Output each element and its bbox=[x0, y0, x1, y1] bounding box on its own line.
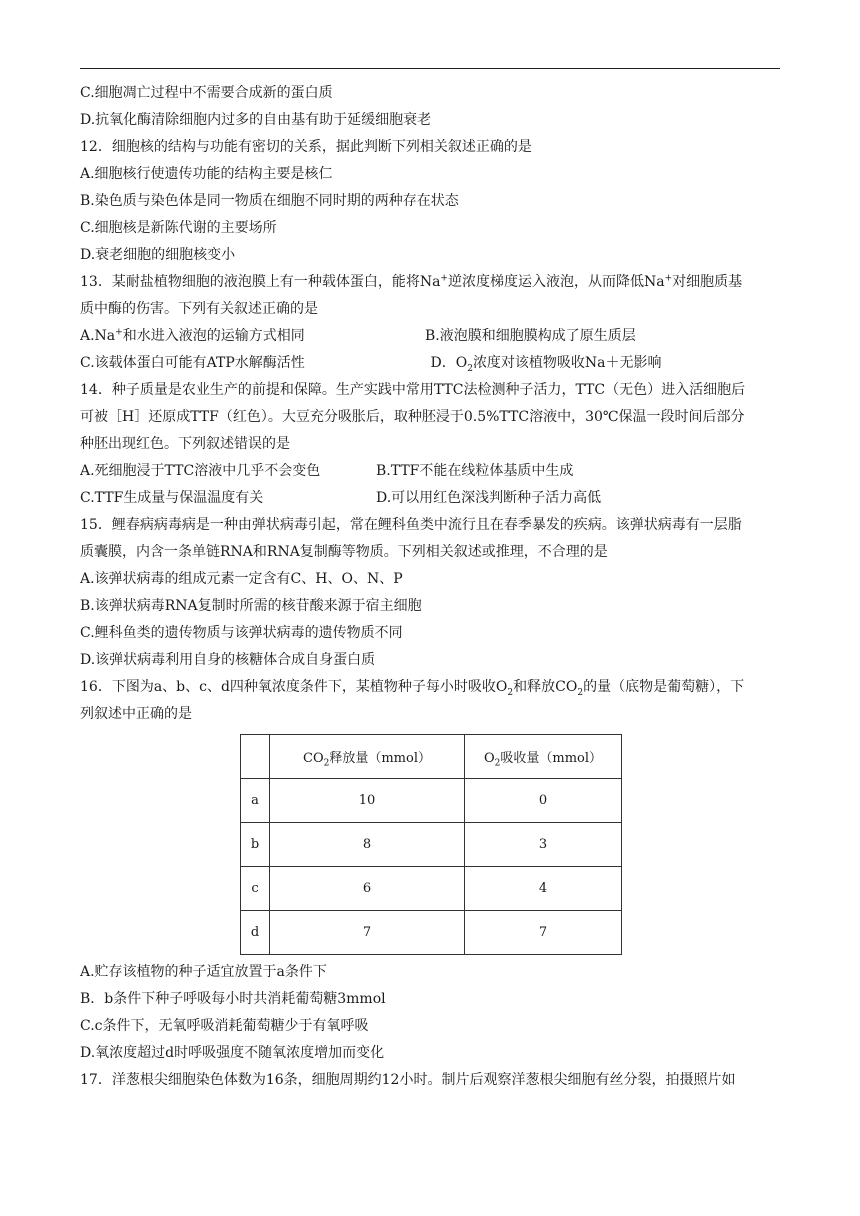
table-row bbox=[241, 867, 622, 911]
respiration-table bbox=[240, 734, 622, 955]
table-row bbox=[241, 779, 622, 823]
o2-value: 7 bbox=[465, 911, 622, 955]
question-15-line2: 质囊膜，内含一条单链RNA和RNA复制酶等物质。下列相关叙述或推理，不合理的是 bbox=[80, 544, 608, 560]
question-13-line1: 13．某耐盐植物细胞的液泡膜上有一种载体蛋白，能将Na+逆浓度梯度运入液泡，从而降低Na+对细胞质基 bbox=[80, 273, 743, 290]
options-14-cd bbox=[80, 485, 780, 512]
option-b-15: B.该弹状病毒RNA复制时所需的核苷酸来源于宿主细胞 bbox=[80, 598, 422, 614]
question-14-line3: 种胚出现红色。下列叙述错误的是 bbox=[80, 436, 290, 452]
o2-value: 0 bbox=[465, 779, 622, 823]
table-row bbox=[241, 823, 622, 867]
co2-value: 10 bbox=[270, 779, 465, 823]
option-a-14: A.死细胞浸于TTC溶液中几乎不会变色 bbox=[80, 463, 321, 479]
question-12: 12．细胞核的结构与功能有密切的关系，据此判断下列相关叙述正确的是 bbox=[80, 139, 532, 155]
table-header-co2: $CO_2$释放量（mmol） bbox=[270, 735, 465, 779]
option-c-11: C.细胞凋亡过程中不需要合成新的蛋白质 bbox=[80, 85, 333, 101]
question-14-line1: 14．种子质量是农业生产的前提和保障。生产实践中常用TTC法检测种子活力，TTC（无色）进入活细胞后 bbox=[80, 382, 746, 398]
option-b-14: B.TTF不能在线粒体基质中生成 bbox=[376, 463, 574, 479]
option-d-14: D.可以用红色深浅判断种子活力高低 bbox=[376, 490, 602, 506]
row-label: d bbox=[241, 911, 270, 955]
option-a-16: A.贮存该植物的种子适宜放置于a条件下 bbox=[80, 964, 327, 980]
question-13-line2: 质中酶的伤害。下列有关叙述正确的是 bbox=[80, 301, 318, 317]
option-c-14: C.TTF生成量与保温温度有关 bbox=[80, 490, 264, 506]
options-13-ab bbox=[80, 323, 780, 350]
options-13-cd bbox=[80, 350, 780, 377]
table-row bbox=[241, 911, 622, 955]
question-17-line1: 17．洋葱根尖细胞染色体数为16条，细胞周期约12小时。制片后观察洋葱根尖细胞有丝分裂，拍摄照片如 bbox=[80, 1072, 736, 1088]
options-14-ab bbox=[80, 458, 780, 485]
o2-value: 4 bbox=[465, 867, 622, 911]
option-d-16: D.氧浓度超过d时呼吸强度不随氧浓度增加而变化 bbox=[80, 1045, 385, 1061]
o2-value: 3 bbox=[465, 823, 622, 867]
question-16-line2: 列叙述中正确的是 bbox=[80, 706, 192, 722]
option-c-15: C.鲤科鱼类的遗传物质与该弹状病毒的遗传物质不同 bbox=[80, 625, 403, 641]
co2-value: 6 bbox=[270, 867, 465, 911]
table-header-o2: $O_2$吸收量（mmol） bbox=[465, 735, 622, 779]
option-d-13: D．$O_2$浓度对该植物吸收Na＋无影响 bbox=[430, 355, 662, 374]
co2-value: 8 bbox=[270, 823, 465, 867]
row-label: b bbox=[241, 823, 270, 867]
header-rule bbox=[80, 68, 780, 69]
option-d-15: D.该弹状病毒利用自身的核糖体合成自身蛋白质 bbox=[80, 652, 376, 668]
option-a-15: A.该弹状病毒的组成元素一定含有C、H、O、N、P bbox=[80, 571, 403, 587]
option-c-13: C.该载体蛋白可能有ATP水解酶活性 bbox=[80, 355, 305, 371]
co2-value: 7 bbox=[270, 911, 465, 955]
question-16-line1: 16．下图为a、b、c、d四种氧浓度条件下，某植物种子每小时吸收$O_2$和释放$CO_2$的量（底物是葡萄糖），下 bbox=[80, 679, 745, 698]
exam-page bbox=[80, 80, 780, 1094]
option-b-16: B．b条件下种子呼吸每小时共消耗葡萄糖3mmol bbox=[80, 991, 386, 1007]
option-b-13: B.液泡膜和细胞膜构成了原生质层 bbox=[425, 328, 636, 344]
row-label: c bbox=[241, 867, 270, 911]
question-14-line2: 可被［H］还原成TTF（红色）。大豆充分吸胀后，取种胚浸于0.5%TTC溶液中，30℃保温一段时间后部分 bbox=[80, 409, 745, 425]
option-b-12: B.染色质与染色体是同一物质在细胞不同时期的两种存在状态 bbox=[80, 193, 459, 209]
option-d-11: D.抗氧化酶清除细胞内过多的自由基有助于延缓细胞衰老 bbox=[80, 112, 432, 128]
option-a-12: A.细胞核行使遗传功能的结构主要是核仁 bbox=[80, 166, 333, 182]
option-c-12: C.细胞核是新陈代谢的主要场所 bbox=[80, 220, 277, 236]
row-label: a bbox=[241, 779, 270, 823]
option-a-13: A.Na+和水进入液泡的运输方式相同 bbox=[80, 327, 305, 344]
table-header-row bbox=[241, 735, 622, 779]
table-corner-cell bbox=[241, 735, 270, 779]
option-d-12: D.衰老细胞的细胞核变小 bbox=[80, 247, 236, 263]
question-15-line1: 15．鲤春病病毒病是一种由弹状病毒引起，常在鲤科鱼类中流行且在春季暴发的疾病。该弹状病毒有一层脂 bbox=[80, 517, 742, 533]
option-c-16: C.c条件下，无氧呼吸消耗葡萄糖少于有氧呼吸 bbox=[80, 1018, 369, 1034]
